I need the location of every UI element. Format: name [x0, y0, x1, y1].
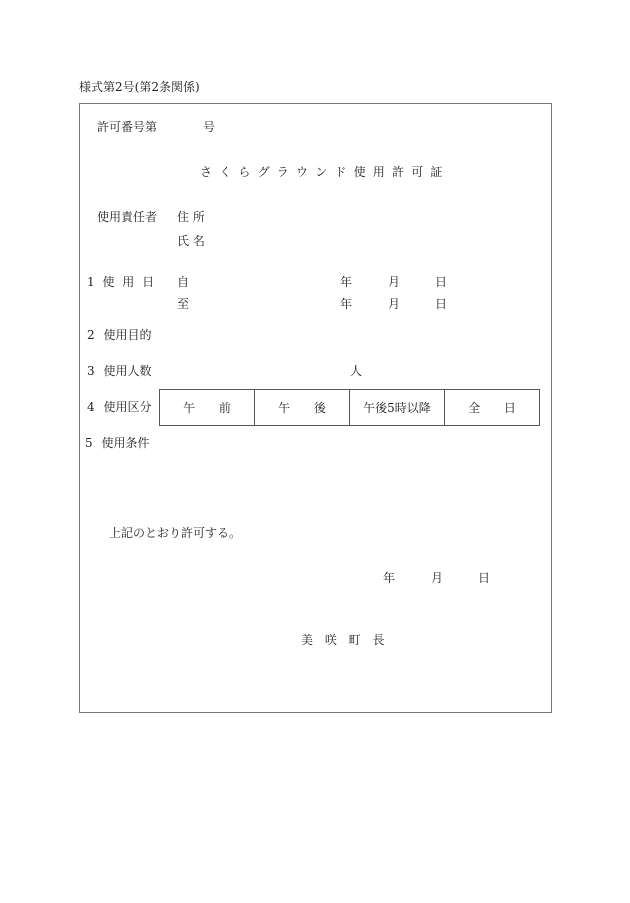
issue-month: 月 — [431, 571, 444, 585]
category-full-day — [444, 390, 539, 425]
category-option-label: 全 日 — [468, 401, 516, 415]
issuer: 美 咲 町 長 — [301, 633, 385, 647]
purpose-label: 2 使用目的 — [87, 328, 152, 342]
category-evening — [349, 390, 444, 425]
category-option-label: 午後5時以降 — [363, 401, 431, 415]
to-month: 月 — [388, 297, 401, 311]
name-label: 氏 名 — [177, 234, 205, 248]
permit-number-prefix: 許可番号第 — [97, 120, 158, 134]
document-title: さくらグラウンド使用許可証 — [200, 165, 450, 179]
category-option-label: 午 前 — [183, 401, 231, 415]
category-morning — [160, 390, 254, 425]
to-year: 年 — [340, 297, 353, 311]
responsible-label: 使用責任者 — [97, 210, 158, 224]
form-label: 様式第2号(第2条関係) — [79, 80, 200, 94]
people-unit: 人 — [350, 364, 363, 378]
from-day: 日 — [435, 275, 448, 289]
category-afternoon — [254, 390, 349, 425]
date-from: 自 — [177, 275, 190, 289]
conditions-label: 5 使用条件 — [85, 436, 150, 450]
category-option-label: 午 後 — [278, 401, 326, 415]
issue-day: 日 — [478, 571, 491, 585]
address-label: 住 所 — [177, 210, 205, 224]
use-date-label: 1 使 用 日 — [87, 275, 155, 289]
permit-statement: 上記のとおり許可する。 — [109, 526, 242, 540]
category-table — [159, 389, 540, 426]
people-label: 3 使用人数 — [87, 364, 152, 378]
from-year: 年 — [340, 275, 353, 289]
to-day: 日 — [435, 297, 448, 311]
from-month: 月 — [388, 275, 401, 289]
category-label: 4 使用区分 — [87, 400, 152, 414]
issue-year: 年 — [383, 571, 396, 585]
date-to: 至 — [177, 297, 190, 311]
permit-number-suffix: 号 — [203, 120, 216, 134]
